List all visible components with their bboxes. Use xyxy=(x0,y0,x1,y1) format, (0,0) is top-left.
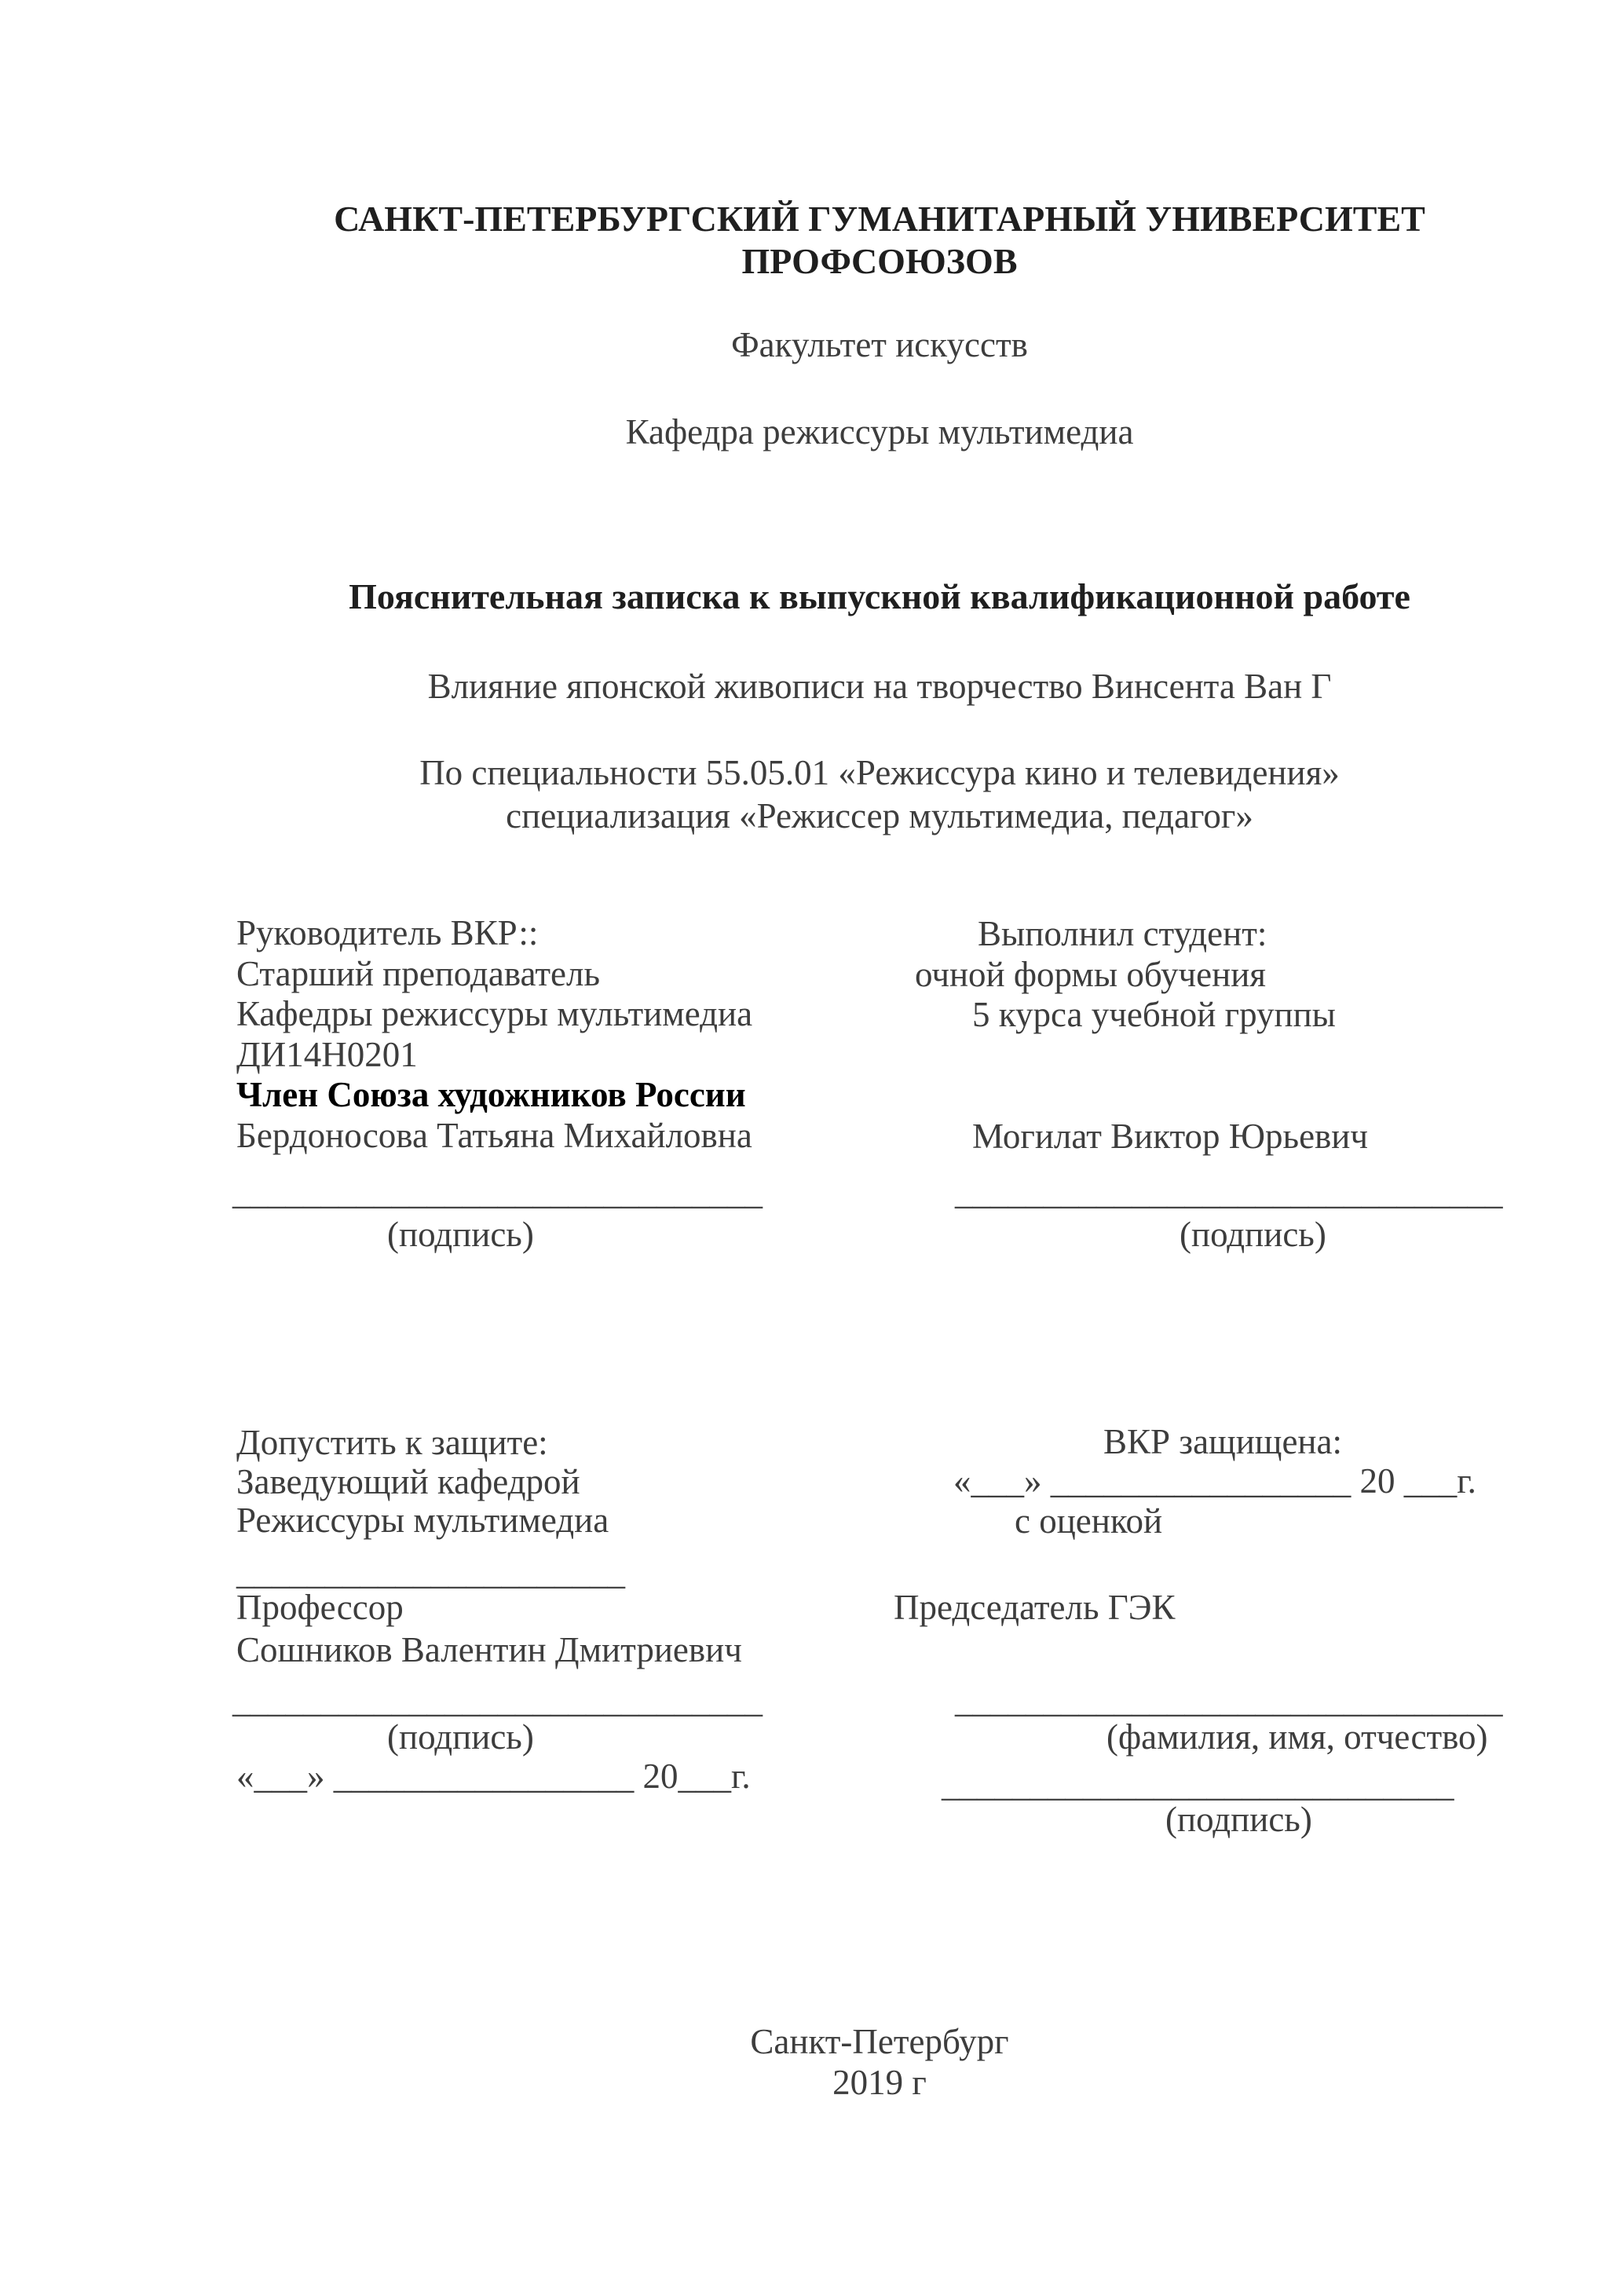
admission-signature-line: ______________________________ xyxy=(232,1680,763,1720)
supervisor-position: Старший преподаватель xyxy=(236,953,600,993)
specialty-line: По специальности 55.05.01 «Режиссура кино и телевидения» xyxy=(419,753,1340,792)
admission-date-line: «___» _________________ 20___г. xyxy=(236,1757,751,1796)
student-form: очной формы обучения xyxy=(915,955,1266,994)
admission-block xyxy=(236,1424,609,1541)
footer xyxy=(232,2021,1527,2103)
defense-signature-line: _____________________________ xyxy=(942,1764,1454,1804)
admission-name: Сошников Валентин Дмитриевич xyxy=(236,1630,742,1669)
university-name-line1: САНКТ-ПЕТЕРБУРГСКИЙ ГУМАНИТАРНЫЙ УНИВЕРСИТЕТ xyxy=(334,199,1425,239)
admission-head-line1: Заведующий кафедрой xyxy=(236,1461,580,1501)
footer-city: Санкт-Петербург xyxy=(750,2022,1009,2061)
admission-short-line: ______________________ xyxy=(236,1552,625,1592)
student-group: 5 курса учебной группы xyxy=(972,995,1336,1034)
supervisor-group-code: ДИ14Н0201 xyxy=(236,1034,418,1074)
admission-head-line2: Режиссуры мультимедиа xyxy=(236,1501,609,1540)
admission-signature-caption: (подпись) xyxy=(387,1717,534,1757)
student-signature-line: _______________________________ xyxy=(955,1172,1503,1212)
student-label: Выполнил студент: xyxy=(978,914,1267,953)
specialization-line: специализация «Режиссер мультимедиа, педагог» xyxy=(506,796,1253,835)
supervisor-membership: Член Союза художников России xyxy=(236,1075,746,1114)
footer-year: 2019 г xyxy=(832,2063,927,2102)
document-type: Пояснительная записка к выпускной квалификационной работе xyxy=(349,576,1410,616)
student-name: Могилат Виктор Юрьевич xyxy=(972,1117,1369,1156)
defense-chairman-label: Председатель ГЭК xyxy=(894,1588,1176,1627)
supervisor-block xyxy=(236,913,752,1156)
supervisor-name: Бердоносова Татьяна Михайловна xyxy=(236,1115,752,1155)
defense-signature-caption: (подпись) xyxy=(1165,1800,1312,1839)
defense-label: ВКР защищена: xyxy=(1103,1422,1342,1461)
work-title: Влияние японской живописи на творчество Винсента Ван Г xyxy=(427,667,1332,706)
faculty-name: Факультет искусств xyxy=(731,325,1028,364)
defense-date-line: «___» _________________ 20 ___г. xyxy=(953,1461,1476,1501)
supervisor-label: Руководитель ВКР:: xyxy=(236,913,539,952)
defense-name-caption: (фамилия, имя, отчество) xyxy=(1106,1717,1488,1757)
supervisor-department: Кафедры режиссуры мультимедиа xyxy=(236,994,753,1033)
student-signature-caption: (подпись) xyxy=(1180,1215,1326,1254)
admission-label: Допустить к защите: xyxy=(236,1423,548,1462)
admission-position: Профессор xyxy=(236,1588,404,1627)
supervisor-signature-caption: (подпись) xyxy=(387,1215,534,1254)
defense-name-line: _______________________________ xyxy=(955,1680,1503,1720)
defense-grade-label: с оценкой xyxy=(1015,1501,1163,1541)
supervisor-signature-line: ______________________________ xyxy=(232,1172,763,1212)
university-name xyxy=(232,198,1527,283)
department-name: Кафедра режиссуры мультимедиа xyxy=(625,412,1134,452)
university-name-line2: ПРОФСОЮЗОВ xyxy=(741,241,1018,281)
